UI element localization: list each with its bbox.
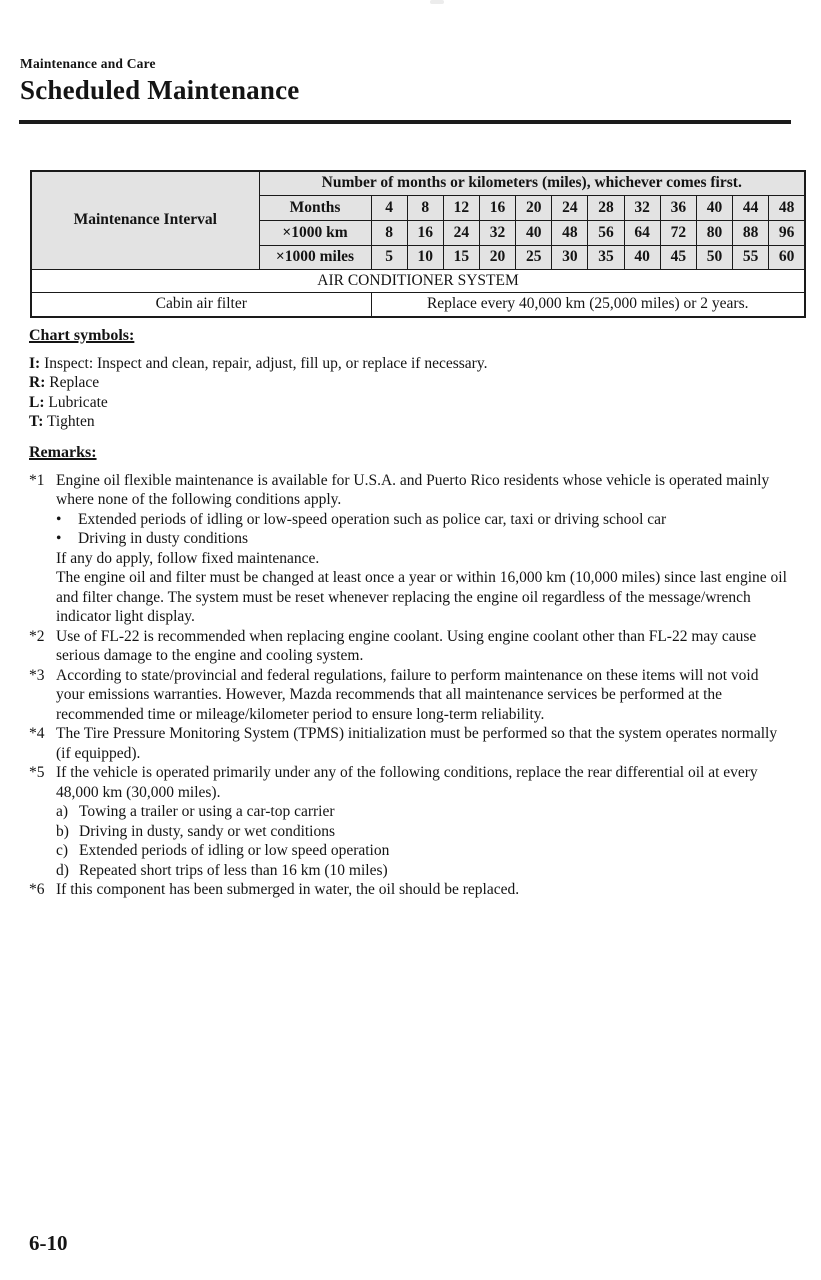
item-label-cell: Cabin air filter (31, 292, 371, 317)
remark-text: Use of FL-22 is recommended when replacing engine coolant. Using engine coolant other than FL-22 may cause serious damage to the engine and cooling system. (56, 627, 757, 664)
page-number: 6-10 (29, 1231, 68, 1255)
bullet-marker: • (56, 530, 62, 547)
value-cell: 40 (624, 245, 660, 269)
value-cell: 55 (733, 245, 769, 269)
remark-note (29, 880, 792, 900)
value-cell: 8 (407, 195, 443, 220)
value-cell: 40 (516, 220, 552, 245)
remark-text: According to state/provincial and federal regulations, failure to perform maintenance on these items will not void your emissions warranties. However, Mazda recommends that all maintenance services be performed at the recommended time or mileage/kilometer period to ensure long-term reliability. (56, 666, 759, 723)
remark-marker: *4 (29, 725, 45, 742)
remark-bullet-item (56, 529, 789, 549)
page-title: Scheduled Maintenance (20, 75, 300, 105)
system-section-row: AIR CONDITIONER SYSTEM (31, 269, 805, 292)
chart-symbol-item (29, 393, 792, 413)
item-value-cell: Replace every 40,000 km (25,000 miles) or 2 years. (371, 292, 805, 317)
remark-content (56, 880, 789, 900)
remarks-section (29, 443, 792, 900)
row-label-cell: Months (259, 195, 371, 220)
value-cell: 16 (479, 195, 515, 220)
page-header (20, 56, 299, 106)
value-cell: 28 (588, 195, 624, 220)
remark-note (29, 471, 792, 627)
value-cell: 40 (696, 195, 732, 220)
chart-symbols-section (29, 326, 792, 432)
value-cell: 30 (552, 245, 588, 269)
value-cell: 24 (443, 220, 479, 245)
alpha-label: c) (56, 842, 69, 859)
alpha-label: d) (56, 861, 69, 879)
chart-symbol-item (29, 412, 792, 432)
remark-note (29, 627, 792, 666)
remark-text: If this component has been submerged in water, the oil should be replaced. (56, 881, 520, 898)
value-cell: 8 (371, 220, 407, 245)
remark-alpha-item (56, 822, 789, 842)
symbol-key: T: (29, 413, 44, 430)
value-cell: 96 (769, 220, 805, 245)
chart-symbols-heading: Chart symbols: (29, 327, 135, 344)
scan-artifact (430, 0, 444, 4)
value-cell: 50 (696, 245, 732, 269)
value-cell: 12 (443, 195, 479, 220)
alpha-text: Driving in dusty, sandy or wet conditions (79, 822, 336, 840)
remark-marker: *6 (29, 881, 45, 898)
value-cell: 56 (588, 220, 624, 245)
alpha-text: Extended periods of idling or low speed operation (79, 842, 390, 859)
remark-alpha-item (56, 861, 789, 881)
value-cell: 48 (769, 195, 805, 220)
symbol-text: Lubricate (44, 393, 108, 411)
alpha-text: Repeated short trips of less than 16 km (10 miles) (79, 861, 388, 879)
remark-text: The engine oil and filter must be changed at least once a year or within 16,000 km (10,000 miles) since last engine oil and filter change. The system must be reset whenever replacing the engine oil regardless of the message/wrench indicator light display. (56, 569, 787, 625)
value-cell: 45 (660, 245, 696, 269)
row-label-cell: ×1000 km (259, 220, 371, 245)
maintenance-interval-table (30, 170, 806, 318)
remark-text: If any do apply, follow fixed maintenance. (56, 549, 320, 567)
value-cell: 16 (407, 220, 443, 245)
bullet-text: Driving in dusty conditions (78, 530, 249, 547)
chart-symbols-list (29, 354, 792, 432)
remark-note (29, 666, 792, 725)
bullet-marker: • (56, 510, 62, 528)
chart-symbol-item (29, 354, 792, 374)
symbol-text: Replace (45, 374, 100, 391)
alpha-label: a) (56, 803, 69, 820)
value-cell: 88 (733, 220, 769, 245)
value-cell: 35 (588, 245, 624, 269)
symbol-key: R: (29, 374, 46, 391)
remark-content (56, 627, 789, 666)
remark-note (29, 763, 792, 880)
row-label-cell: ×1000 miles (259, 245, 371, 269)
remark-content (56, 724, 789, 763)
value-cell: 48 (552, 220, 588, 245)
value-cell: 25 (516, 245, 552, 269)
remark-alpha-item (56, 841, 789, 861)
value-cell: 32 (624, 195, 660, 220)
remark-marker: *2 (29, 627, 45, 645)
value-cell: 20 (516, 195, 552, 220)
remark-content (56, 666, 789, 725)
remark-text: The Tire Pressure Monitoring System (TPMS) initialization must be performed so that the system operates normally (if equipped). (56, 725, 778, 762)
alpha-label: b) (56, 822, 69, 840)
symbol-key: I: (29, 354, 41, 372)
remark-marker: *5 (29, 764, 45, 781)
remark-text: If the vehicle is operated primarily under any of the following conditions, replace the rear differential oil at every 48,000 km (30,000 miles). (56, 764, 758, 801)
remark-marker: *1 (29, 471, 45, 489)
value-cell: 36 (660, 195, 696, 220)
span-header-cell: Number of months or kilometers (miles), whichever comes first. (259, 171, 805, 195)
value-cell: 20 (479, 245, 515, 269)
alpha-text: Towing a trailer or using a car-top carrier (79, 803, 335, 820)
remark-content (56, 471, 789, 627)
remark-bullet-item (56, 510, 789, 530)
value-cell: 24 (552, 195, 588, 220)
value-cell: 32 (479, 220, 515, 245)
value-cell: 80 (696, 220, 732, 245)
value-cell: 15 (443, 245, 479, 269)
value-cell: 64 (624, 220, 660, 245)
value-cell: 10 (407, 245, 443, 269)
symbol-text: Tighten (43, 413, 95, 430)
remark-note (29, 724, 792, 763)
remark-content (56, 763, 789, 880)
value-cell: 5 (371, 245, 407, 269)
remark-marker: *3 (29, 666, 45, 684)
value-cell: 60 (769, 245, 805, 269)
remark-text: Engine oil flexible maintenance is available for U.S.A. and Puerto Rico residents whose vehicle is operated mainly where none of the following conditions apply. (56, 471, 770, 508)
remarks-list (29, 471, 792, 900)
symbol-key: L: (29, 393, 45, 411)
remarks-heading: Remarks: (29, 444, 97, 461)
interval-header-cell: Maintenance Interval (31, 171, 259, 269)
remark-alpha-item (56, 802, 789, 822)
title-divider-rule (19, 120, 791, 124)
value-cell: 72 (660, 220, 696, 245)
bullet-text: Extended periods of idling or low-speed operation such as police car, taxi or driving school car (78, 510, 667, 528)
value-cell: 4 (371, 195, 407, 220)
value-cell: 44 (733, 195, 769, 220)
section-kicker: Maintenance and Care (20, 56, 156, 71)
chart-symbol-item (29, 373, 792, 393)
symbol-text: Inspect: Inspect and clean, repair, adjust, fill up, or replace if necessary. (40, 354, 488, 372)
